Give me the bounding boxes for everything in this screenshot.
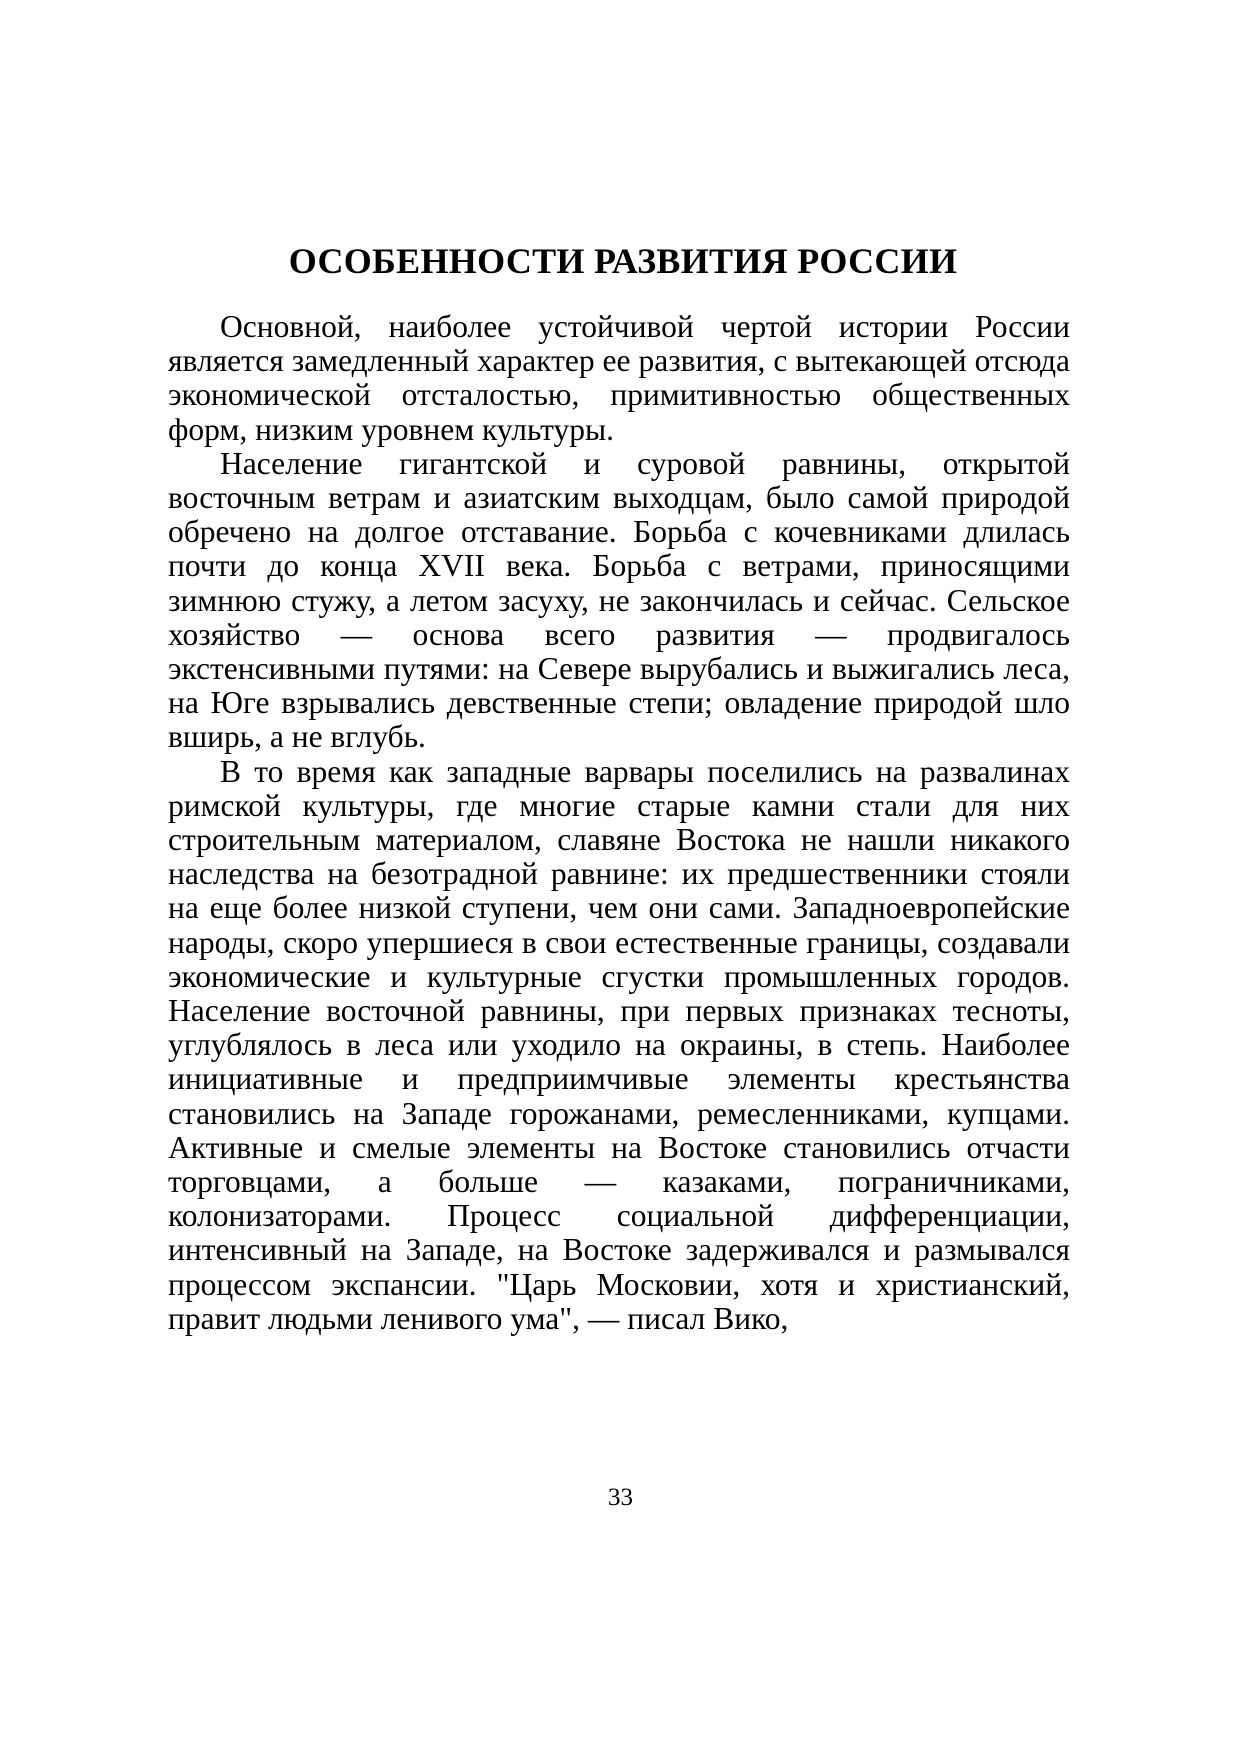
paragraph-2: Население гигантской и суровой равнины, открытой восточным ветрам и азиатским выходцам, было самой природой обречено на долгое отставание. Борьба с кочевниками длилась почти до конца XVII века. Борьба с ветрами, приносящими зимнюю стужу, а летом засуху, не закончилась и сейчас. Сельское хозяйство — основа всего развития — продвигалось экстенсивными путями: на Севере вырубались и выжигались леса, на Юге взрывались девственные степи; овладение природой шло вширь, а не вглубь.: [168, 445, 1070, 755]
paragraph-3: В то время как западные варвары поселились на развалинах римской культуры, где многие старые камни стали для них строительным материалом, славяне Востока не нашли никакого наследства на безотрадной равнине: их предшественники стояли на еще более низкой ступени, чем они сами. Западноевропейские народы, скоро упершиеся в свои естественные границы, создавали экономические и культурные сгустки промышленных городов. Население восточной равнины, при первых признаках тесноты, углублялось в леса или уходило на окраины, в степь. Наиболее инициативные и предприимчивые элементы крестьянства становились на Западе горожанами, ремесленниками, купцами. Активные и смелые элементы на Востоке становились отчасти торговцами, а больше — казаками, пограничниками, колонизаторами. Процесс социальной дифференциации, интенсивный на Западе, на Востоке задерживался и размывался процессом экспансии. "Царь Московии, хотя и христианский, правит людьми ленивого ума", — писал Вико,: [168, 753, 1070, 1336]
paragraph-1: Основной, наиболее устойчивой чертой истории России является замедленный характер ее развития, с вытекающей отсюда экономической отсталостью, примитивностью общественных форм, низким уровнем культуры.: [168, 309, 1070, 447]
chapter-title: ОСОБЕННОСТИ РАЗВИТИЯ РОССИИ: [288, 241, 958, 281]
page-number: 33: [608, 1484, 633, 1511]
page-body: [168, 240, 1070, 1336]
